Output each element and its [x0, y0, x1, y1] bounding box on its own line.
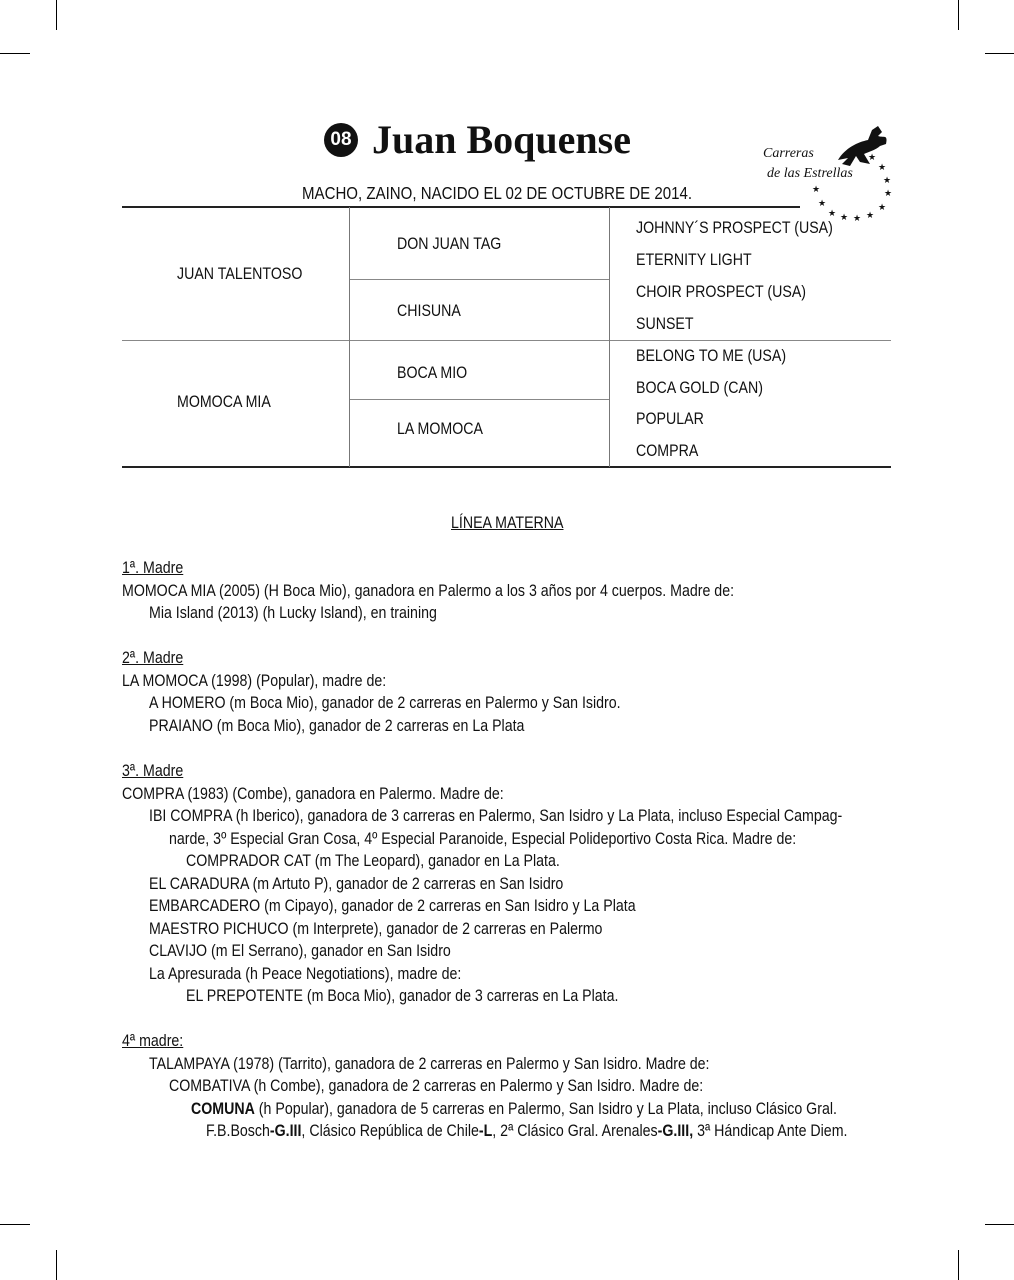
- comuna-text: F.B.Bosch: [206, 1122, 270, 1140]
- table-col-divider: [349, 207, 350, 467]
- pedigree-great-grandparent: CHOIR PROSPECT (USA): [636, 283, 807, 301]
- pedigree-grandparent: BOCA MIO: [397, 364, 468, 382]
- comuna-text: (h Popular), ganadora de 5 carreras en Palermo, San Isidro y La Plata, incluso Clásico Gral.: [254, 1100, 837, 1118]
- table-top-rule: [122, 206, 800, 208]
- crop-mark: [985, 1224, 1014, 1225]
- madre1-line: Mia Island (2013) (h Lucky Island), en training: [149, 604, 437, 622]
- pedigree-great-grandparent: JOHNNY´S PROSPECT (USA): [636, 219, 833, 237]
- pedigree-great-grandparent: ETERNITY LIGHT: [636, 251, 752, 269]
- madre4-line: COMBATIVA (h Combe), ganadora de 2 carreras en Palermo y San Isidro. Madre de:: [169, 1077, 704, 1095]
- crop-mark: [56, 0, 57, 30]
- svg-text:★: ★: [828, 208, 837, 218]
- svg-text:★: ★: [818, 198, 827, 208]
- svg-text:★: ★: [878, 162, 887, 172]
- svg-text:★: ★: [883, 175, 892, 185]
- crop-mark: [0, 53, 30, 54]
- pedigree-dam: MOMOCA MIA: [177, 393, 271, 411]
- madre3-line: IBI COMPRA (h Iberico), ganadora de 3 carreras en Palermo, San Isidro y La Plata, incluso Especial Campag-: [149, 807, 843, 825]
- madre4-comuna-line1: [191, 1099, 837, 1119]
- table-mid-rule: [122, 340, 891, 341]
- madre2-line: PRAIANO (m Boca Mio), ganador de 2 carreras en La Plata: [149, 717, 525, 735]
- madre4-comuna-line2: [206, 1121, 847, 1141]
- section-title: LÍNEA MATERNA: [451, 514, 564, 532]
- svg-text:★: ★: [812, 184, 821, 194]
- grade-label: -G.III,: [657, 1122, 694, 1140]
- madre3-line: narde, 3º Especial Gran Cosa, 4º Especial Paranoide, Especial Polideportivo Costa Rica. Madre de:: [169, 830, 797, 848]
- svg-text:★: ★: [866, 210, 875, 220]
- pedigree-grandparent: CHISUNA: [397, 302, 461, 320]
- svg-text:★: ★: [853, 213, 862, 223]
- madre3-line: EMBARCADERO (m Cipayo), ganador de 2 carreras en San Isidro y La Plata: [149, 897, 636, 915]
- table-rule: [349, 399, 609, 400]
- pedigree-great-grandparent: COMPRA: [636, 442, 699, 460]
- horse-name-title: Juan Boquense: [372, 117, 631, 162]
- pedigree-great-grandparent: POPULAR: [636, 410, 704, 428]
- crop-mark: [958, 0, 959, 30]
- table-rule: [349, 279, 609, 280]
- pedigree-great-grandparent: BOCA GOLD (CAN): [636, 379, 763, 397]
- madre3-line: COMPRA (1983) (Combe), ganadora en Palermo. Madre de:: [122, 785, 504, 803]
- madre4-heading: 4ª madre:: [122, 1032, 184, 1050]
- logo-text-line1: Carreras: [763, 146, 814, 161]
- logo-text-line2: de las Estrellas: [767, 166, 853, 181]
- comuna-text: 3ª Hándicap Ante Diem.: [693, 1122, 848, 1140]
- grade-label: -L: [478, 1122, 493, 1140]
- svg-text:★: ★: [868, 152, 877, 162]
- grade-label: -G.III: [269, 1122, 302, 1140]
- pedigree-great-grandparent: BELONG TO ME (USA): [636, 347, 787, 365]
- comuna-text: , 2ª Clásico Gral. Arenales: [492, 1122, 658, 1140]
- crop-mark: [985, 53, 1014, 54]
- madre3-line: EL PREPOTENTE (m Boca Mio), ganador de 3 carreras en La Plata.: [186, 987, 619, 1005]
- madre1-line: MOMOCA MIA (2005) (H Boca Mio), ganadora en Palermo a los 3 años por 4 cuerpos. Madre de:: [122, 582, 735, 600]
- madre3-line: EL CARADURA (m Artuto P), ganador de 2 carreras en San Isidro: [149, 875, 564, 893]
- madre3-line: La Apresurada (h Peace Negotiations), madre de:: [149, 965, 462, 983]
- entry-number-badge: 08: [324, 123, 358, 157]
- comuna-text: , Clásico República de Chile: [301, 1122, 479, 1140]
- pedigree-grandparent: LA MOMOCA: [397, 420, 483, 438]
- madre2-heading: 2ª. Madre: [122, 649, 184, 667]
- madre3-line: CLAVIJO (m El Serrano), ganador en San Isidro: [149, 942, 451, 960]
- pedigree-grandparent: DON JUAN TAG: [397, 235, 502, 253]
- svg-text:★: ★: [840, 212, 849, 222]
- table-col-divider: [609, 207, 610, 467]
- crop-mark: [0, 1224, 30, 1225]
- carreras-logo: [760, 120, 895, 225]
- madre3-line: COMPRADOR CAT (m The Leopard), ganador en La Plata.: [186, 852, 560, 870]
- table-bottom-rule: [122, 466, 891, 468]
- horse-description: MACHO, ZAINO, NACIDO EL 02 DE OCTUBRE DE 2014.: [302, 183, 693, 203]
- madre3-line: MAESTRO PICHUCO (m Interprete), ganador de 2 carreras en Palermo: [149, 920, 603, 938]
- madre2-line: A HOMERO (m Boca Mio), ganador de 2 carreras en Palermo y San Isidro.: [149, 694, 621, 712]
- svg-text:★: ★: [884, 188, 893, 198]
- madre1-heading: 1ª. Madre: [122, 559, 184, 577]
- svg-text:★: ★: [878, 202, 887, 212]
- madre3-heading: 3ª. Madre: [122, 762, 184, 780]
- madre4-line: TALAMPAYA (1978) (Tarrito), ganadora de 2 carreras en Palermo y San Isidro. Madre de:: [149, 1055, 710, 1073]
- pedigree-great-grandparent: SUNSET: [636, 315, 694, 333]
- comuna-name: COMUNA: [191, 1100, 255, 1118]
- madre2-line: LA MOMOCA (1998) (Popular), madre de:: [122, 672, 387, 690]
- crop-mark: [958, 1250, 959, 1280]
- pedigree-sire: JUAN TALENTOSO: [177, 265, 303, 283]
- crop-mark: [56, 1250, 57, 1280]
